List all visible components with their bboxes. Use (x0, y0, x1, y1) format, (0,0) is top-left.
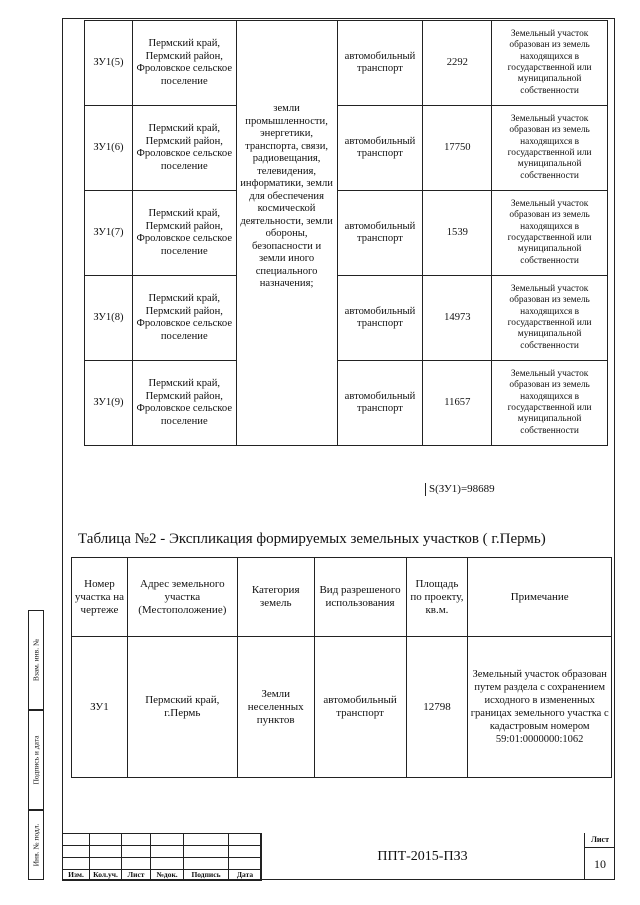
side-label-inventory: Инв. № подл. (28, 810, 44, 880)
plot-id: ЗУ1(7) (85, 191, 133, 276)
plot-note: Земельный участок образован из земель находящихся в государственной или муниципальной собственности (492, 191, 608, 276)
table-row (85, 21, 608, 106)
plot-use: автомобильный транспорт (337, 191, 423, 276)
plot-address: Пермский край, Пермский район, Фроловское сельское поселение (132, 361, 236, 446)
header-category: Категория земель (237, 558, 314, 637)
plot-note: Земельный участок образован путем раздела с сохранением исходного в измененных границах земельного участка с кадастровым номером 59:01:0000000:1062 (468, 637, 612, 778)
plot-area: 14973 (423, 276, 492, 361)
plot-use: автомобильный транспорт (314, 637, 406, 778)
table-row (85, 361, 608, 446)
table-row (85, 191, 608, 276)
table-row (85, 106, 608, 191)
plot-address: Пермский край, Пермский район, Фроловское сельское поселение (132, 21, 236, 106)
title-block-column-label: Дата (228, 869, 262, 881)
title-block-column-label: Подпись (183, 869, 229, 881)
side-label-signature: Подпись и дата (28, 710, 44, 810)
plot-note: Земельный участок образован из земель находящихся в государственной или муниципальной собственности (492, 106, 608, 191)
plot-address: Пермский край, Пермский район, Фроловское сельское поселение (132, 276, 236, 361)
plot-note: Земельный участок образован из земель находящихся в государственной или муниципальной собственности (492, 361, 608, 446)
plot-area: 1539 (423, 191, 492, 276)
plot-id: ЗУ1(6) (85, 106, 133, 191)
plot-use: автомобильный транспорт (337, 21, 423, 106)
plot-id: ЗУ1(8) (85, 276, 133, 361)
header-address: Адрес земельного участка (Местоположение) (127, 558, 237, 637)
plot-id: ЗУ1 (72, 637, 128, 778)
title-block-column-label: Кол.уч. (89, 869, 122, 881)
land-plots-table-1 (84, 20, 608, 446)
document-code: ППТ-2015-ПЗ3 (260, 833, 585, 880)
plot-use: автомобильный транспорт (337, 276, 423, 361)
header-note: Примечание (468, 558, 612, 637)
header-area: Площадь по проекту, кв.м. (406, 558, 468, 637)
sheet-number: 10 (594, 857, 606, 871)
plot-note: Земельный участок образован из земель находящихся в государственной или муниципальной собственности (492, 21, 608, 106)
table-2-header-row (72, 558, 612, 637)
plot-area: 17750 (423, 106, 492, 191)
plot-area: 12798 (406, 637, 468, 778)
plot-address: Пермский край, Пермский район, Фроловское сельское поселение (132, 191, 236, 276)
plot-use: автомобильный транспорт (337, 361, 423, 446)
plot-id: ЗУ1(9) (85, 361, 133, 446)
table-2-title: Таблица №2 - Экспликация формируемых земельных участков ( г.Пермь) (78, 531, 546, 547)
side-label-replacement: Взам. инв. № (28, 610, 44, 710)
plot-id: ЗУ1(5) (85, 21, 133, 106)
land-plots-table-2 (71, 557, 612, 778)
plot-note: Земельный участок образован из земель находящихся в государственной или муниципальной собственности (492, 276, 608, 361)
plot-use: автомобильный транспорт (337, 106, 423, 191)
total-area: S(ЗУ1)=98689 (425, 483, 495, 496)
plot-area: 11657 (423, 361, 492, 446)
plot-address: Пермский край, Пермский район, Фроловское сельское поселение (132, 106, 236, 191)
sheet-label: Лист (585, 833, 615, 848)
table-row (72, 637, 612, 778)
header-use: Вид разрешеного использования (314, 558, 406, 637)
title-block-column-label: Лист (121, 869, 151, 881)
plot-category: Земли неселенных пунктов (237, 637, 314, 778)
plot-category: земли промышленности, энергетики, транспорта, связи, радиовещания, телевидения, информатики, земли для обеспечения космической деятельности, земли обороны, безопасности и земли иного специального назначения; (236, 21, 337, 446)
title-block-column-label: №док. (150, 869, 184, 881)
plot-area: 2292 (423, 21, 492, 106)
plot-address: Пермский край, г.Пермь (127, 637, 237, 778)
header-plot-number: Номер участка на чертеже (72, 558, 128, 637)
table-row (85, 276, 608, 361)
title-block-column-label: Изм. (62, 869, 90, 881)
